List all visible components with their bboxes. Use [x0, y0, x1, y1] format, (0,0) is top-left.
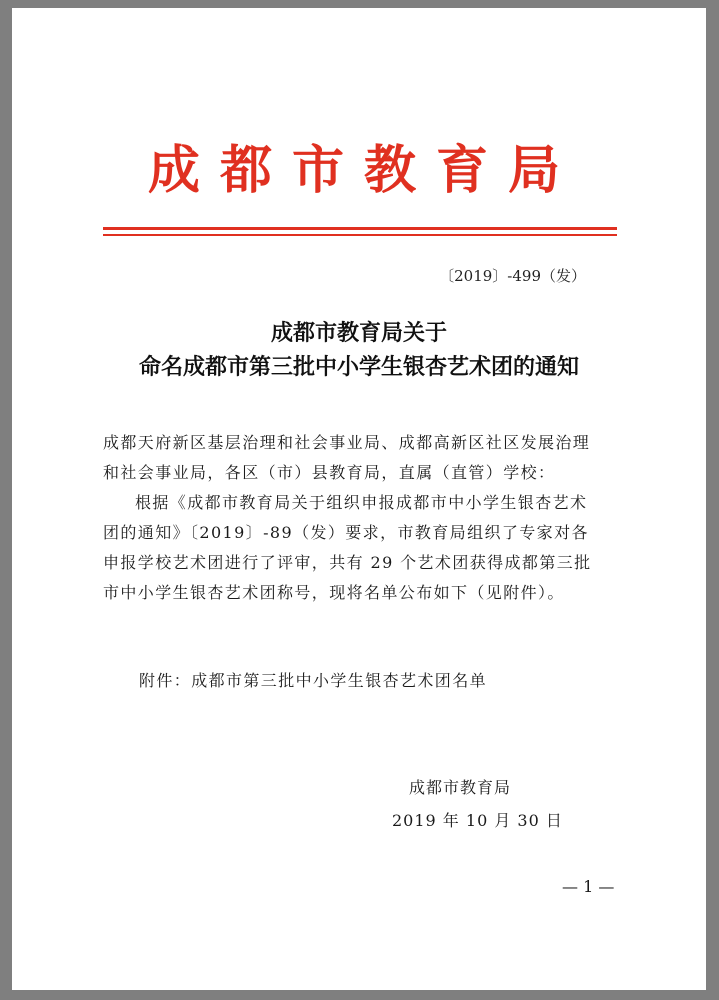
signature-organization: 成都市教育局 — [409, 778, 512, 797]
paragraph-line-2: 团的通知》〔2019〕-89（发）要求，市教育局组织了专家对各 — [103, 523, 589, 542]
addressee-line-2: 和社会事业局，各区（市）县教育局，直属（直管）学校： — [103, 463, 556, 482]
paragraph-line-1: 根据《成都市教育局关于组织申报成都市中小学生银杏艺术 — [135, 493, 588, 512]
page-number: — 1 — — [562, 877, 615, 896]
addressee-line-1: 成都天府新区基层治理和社会事业局、成都高新区社区发展治理 — [103, 433, 591, 452]
paragraph-line-4: 市中小学生银杏艺术团称号，现将名单公布如下（见附件）。 — [103, 583, 565, 602]
letterhead-rule-thin — [103, 234, 617, 236]
body-paragraph — [103, 488, 633, 608]
attachment-note: 附件：成都市第三批中小学生银杏艺术团名单 — [139, 671, 488, 690]
paragraph-line-3: 申报学校艺术团进行了评审，共有 29 个艺术团获得成都第三批 — [103, 553, 592, 572]
document-number: 〔2019〕-499（发） — [439, 267, 586, 285]
letterhead-title: 成都市教育局 — [147, 140, 580, 201]
document-page — [12, 8, 706, 990]
notice-title — [12, 316, 706, 384]
addressee-block — [103, 428, 633, 488]
notice-title-line-2: 命名成都市第三批中小学生银杏艺术团的通知 — [138, 354, 579, 380]
letterhead-rule-thick — [103, 227, 617, 230]
signature-date: 2019 年 10 月 30 日 — [392, 811, 563, 830]
notice-title-line-1: 成都市教育局关于 — [270, 320, 447, 346]
